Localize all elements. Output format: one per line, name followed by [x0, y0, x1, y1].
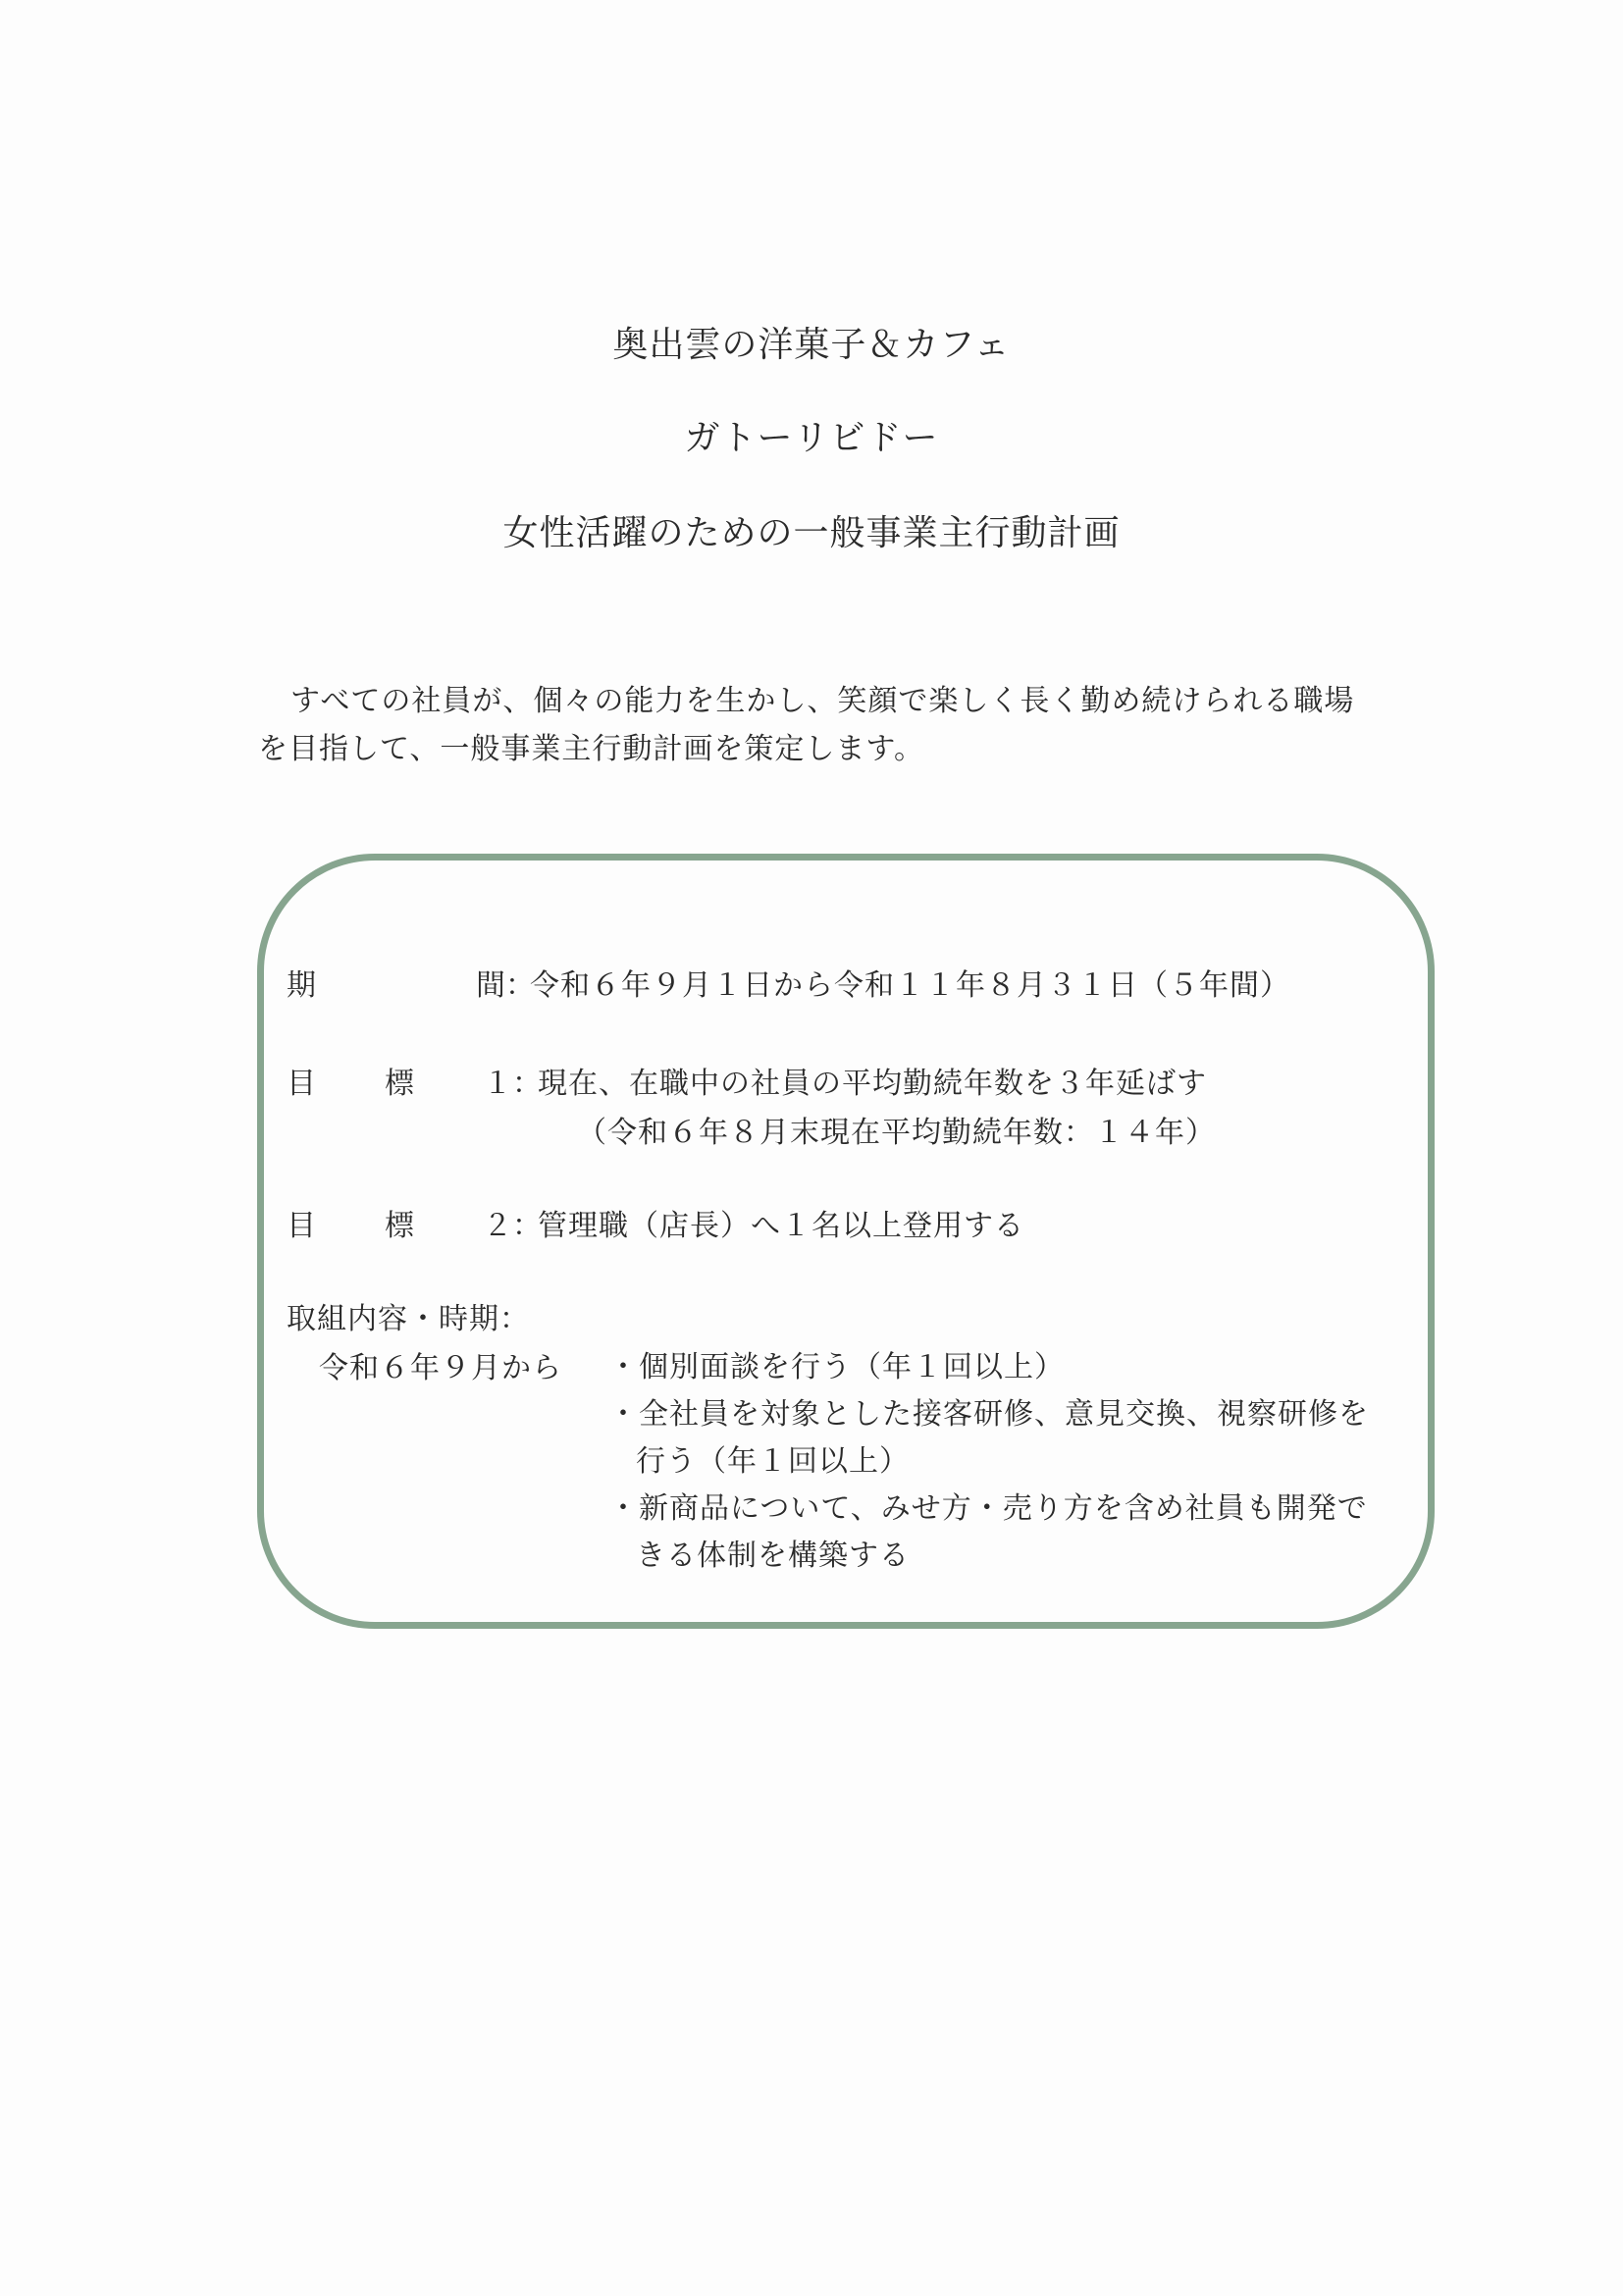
activity-item: ・新商品について、みせ方・売り方を含め社員も開発できる体制を構築する — [608, 1491, 1368, 1573]
period-value: 令和６年９月１日から令和１１年８月３１日（５年間） — [530, 968, 1290, 1003]
goal2-label-second-char: 標 — [385, 1209, 414, 1243]
goal1-note: （令和６年８月末現在平均勤続年数：１４年） — [577, 1116, 1216, 1150]
activity-item: ・全社員を対象とした接客研修、意見交換、視察研修を行う（年１回以上） — [608, 1397, 1369, 1479]
activities-label: 取組内容・時期： — [287, 1302, 530, 1336]
company-name: 奥出雲の洋菓子＆カフェ — [612, 325, 1011, 365]
intro-line-1: すべての社員が、個々の能力を生かし、笑顔で楽しく長く勤め続けられる職場 — [290, 684, 1355, 718]
goal1-number: １： — [483, 1067, 542, 1101]
goal2-number: ２： — [483, 1209, 542, 1243]
period-label-first-char: 期 — [287, 968, 316, 1003]
intro-line-2: を目指して、一般事業主行動計画を策定します。 — [258, 732, 924, 766]
plan-title: 女性活躍のための一般事業主行動計画 — [502, 513, 1121, 553]
goal1-label-second-char: 標 — [385, 1067, 414, 1101]
goal2-label-first-char: 目 — [287, 1209, 316, 1243]
activity-item: ・個別面談を行う（年１回以上） — [608, 1350, 1065, 1384]
goal2-text: 管理職（店長）へ１名以上登用する — [538, 1209, 1024, 1243]
activities-start: 令和６年９月から — [319, 1351, 562, 1385]
goal1-text: 現在、在職中の社員の平均勤続年数を３年延ばす — [538, 1067, 1207, 1101]
shop-name: ガトーリビドー — [684, 418, 939, 458]
goal1-label-first-char: 目 — [287, 1067, 316, 1101]
period-label-second-char: 間： — [476, 968, 535, 1003]
